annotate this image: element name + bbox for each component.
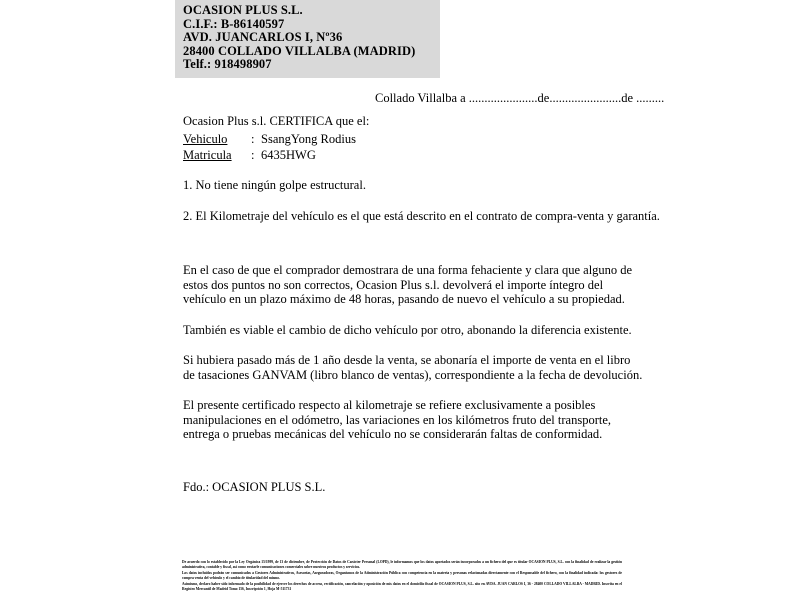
legal-footer: [182, 560, 622, 594]
plate-label: Matricula: [183, 148, 232, 162]
company-address-city: 28400 COLLADO VILLALBA (MADRID): [183, 43, 416, 58]
body-paragraph-1: En el caso de que el comprador demostrara de una forma fehaciente y clara que alguno de estos dos puntos no son correctos, Ocasion Plus s.l. devolverá el importe íntegro del vehículo en un plazo máximo de 48 horas, pasando de nuevo el vehículo a su propiedad.: [183, 263, 633, 306]
legal-paragraph-1: De acuerdo con lo establecido por la Ley Orgánica 15/1999, de 13 de diciembre, de Protección de Datos de Carácter Personal (LOPD), le informamos que los datos aportados serán incorporados a un fichero del que es titular OCASION PLUS, S.L. con la finalidad de realizar la gestión administrativa, contable y fiscal, así como enviarle comunicaciones comerciales sobre nuestros productos y servicios.: [182, 560, 622, 569]
point-2: 2. El Kilometraje del vehículo es el que está descrito en el contrato de compra-venta y garantía.: [183, 209, 660, 223]
vehicle-plate-row: [183, 147, 356, 163]
company-letterhead: [175, 0, 440, 78]
certifies-intro: Ocasion Plus s.l. CERTIFICA que el:: [183, 114, 370, 128]
body-paragraph-4: El presente certificado respecto al kilometraje se refiere exclusivamente a posibles manipulaciones en el odómetro, las variaciones en los kilómetros fruto del transporte, entrega o pruebas mecánicas del vehículo no se considerarán faltas de conformidad.: [183, 398, 612, 441]
vehicle-details: [183, 131, 356, 163]
company-phone: Telf.: 918498907: [183, 57, 272, 72]
company-name: OCASION PLUS S.L.: [183, 3, 303, 17]
plate-value: 6435HWG: [261, 148, 316, 162]
point-1: 1. No tiene ningún golpe estructural.: [183, 178, 366, 192]
vehicle-model-row: [183, 131, 356, 147]
document-body: [183, 263, 643, 458]
body-paragraph-3: Si hubiera pasado más de 1 año desde la venta, se abonaría el importe de venta en el libro de tasaciones GANVAM (libro blanco de ventas), correspondiente a la fecha de devolución.: [183, 353, 643, 382]
body-paragraph-2: También es viable el cambio de dicho vehículo por otro, abonando la diferencia existente.: [183, 322, 632, 337]
certified-points: [183, 178, 743, 240]
place-and-date-line: Collado Villalba a ......................de.......................de .........: [375, 91, 665, 105]
vehicle-label: Vehiculo: [183, 132, 228, 146]
legal-paragraph-3: Asimismo, declaro haber sido informado de la posibilidad de ejercer los derechos de acceso, rectificación, cancelación y oposición de mis datos en el domicilio fiscal de OCASION PLUS, S.L. sito en AVDA. JUAN CARLOS I, 36 - 28400 COLLADO VILLALBA - MADRID. Inscrita en el Registro Mercantil de Madrid Tomo 156, Inscripción 1, Hoja M-511731: [182, 582, 622, 591]
company-cif: C.I.F.: B-86140597: [183, 16, 285, 31]
plate-separator: :: [251, 148, 255, 162]
company-address-street: AVD. JUANCARLOS I, Nº36: [183, 30, 343, 45]
vehicle-model-value: SsangYong Rodius: [261, 132, 356, 146]
legal-paragraph-2: Los datos incluidos podrán ser comunicados a Gestores Administrativos, Asesorías, Aseguradoras, Organismos de la Administración Pública con competencia en la materia y personas relacionadas directamente con el Responsable del fichero, con la finalidad indicada: los gestores de compra venta del vehículo y el cambio de titularidad del mismo.: [182, 571, 622, 580]
signature-line: Fdo.: OCASION PLUS S.L.: [183, 480, 326, 494]
vehicle-separator: :: [251, 132, 255, 146]
